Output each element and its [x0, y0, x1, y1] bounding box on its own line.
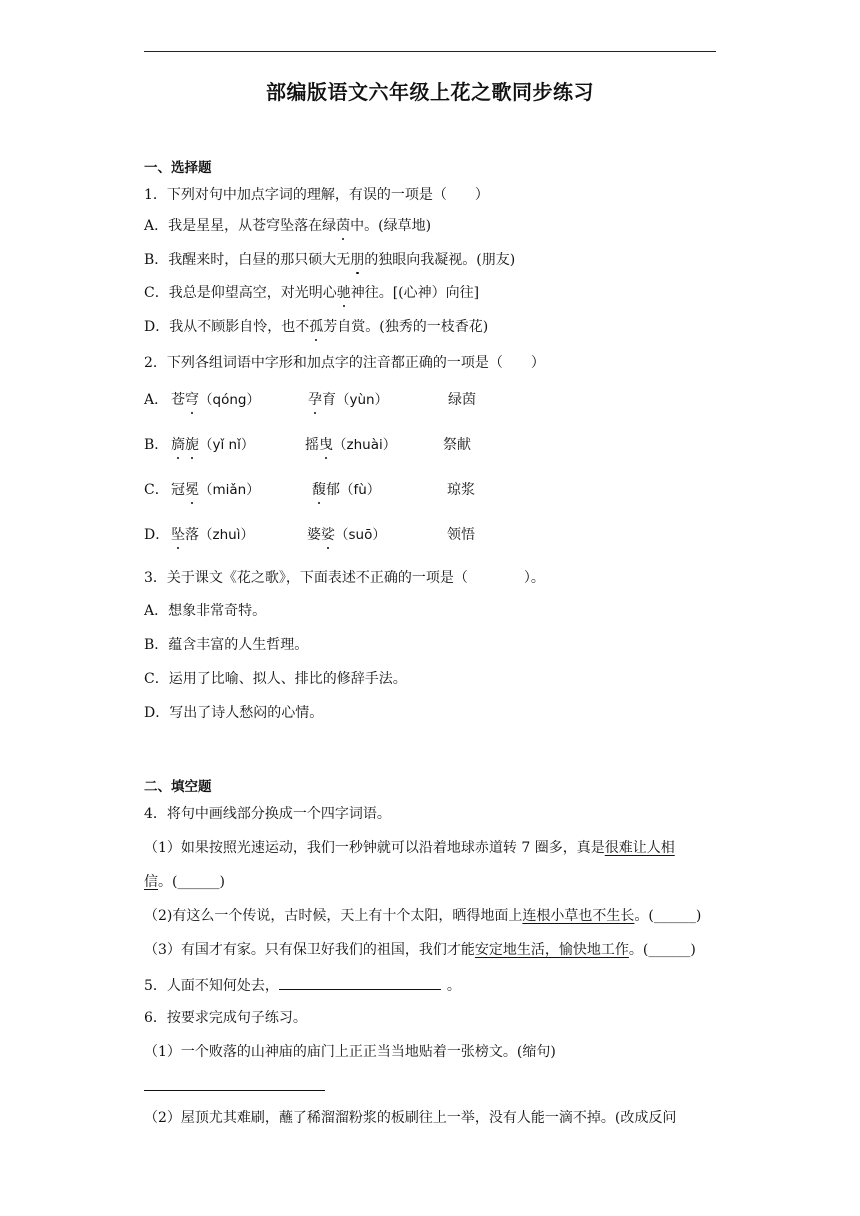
- option-text: D．我从不顾影自怜，也不: [144, 319, 310, 335]
- dotted-char: 馥: [312, 482, 326, 498]
- pinyin: （suō）: [335, 527, 386, 543]
- poem-line: 5．人面不知何处去，: [144, 978, 279, 994]
- dotted-char: 旎: [185, 437, 199, 453]
- answer-blank[interactable]: 。(______): [158, 874, 225, 890]
- word-char: 落: [185, 527, 199, 543]
- option-text: 芳自赏。(独秀的一枝香花): [323, 319, 489, 335]
- pinyin: （zhuài）: [333, 437, 397, 453]
- word-3: 领悟: [447, 527, 475, 543]
- option-text: 的独眼向我凝视。(朋友): [364, 252, 516, 268]
- underlined-phrase: 信: [144, 874, 158, 890]
- word-char: 婆: [307, 527, 321, 543]
- underlined-phrase: 安定地生活，愉快地工作: [474, 942, 629, 958]
- underlined-phrase: 很难让人相: [604, 840, 675, 856]
- question-6-part-2: （2）屋顶尤其难刷，蘸了稀溜溜粉浆的板刷往上一举，没有人能一滴不掉。(改成反问: [144, 1110, 677, 1126]
- question-3-option-c: C．运用了比喻、拟人、排比的修辞手法。: [144, 671, 407, 687]
- dotted-char: 穹: [185, 392, 199, 408]
- question-4-part-2: [144, 906, 701, 926]
- dotted-char: 坠: [171, 527, 185, 543]
- pinyin: （qóng）: [199, 392, 260, 408]
- page-title: 部编版语文六年级上花之歌同步练习: [266, 80, 594, 104]
- option-letter: C．: [144, 482, 169, 498]
- question-1-stem: 1．下列对句中加点字词的理解，有误的一项是（ ）: [144, 187, 489, 203]
- answer-blank[interactable]: [279, 974, 441, 990]
- dotted-char: 曳: [319, 437, 333, 453]
- word-char: 冠: [171, 482, 185, 498]
- word-3: 琼浆: [447, 482, 475, 498]
- question-4-part-1-cont: [144, 872, 225, 892]
- option-text: B．我醒来时，白昼的那只硕大无: [144, 252, 351, 268]
- word-char: 育: [322, 392, 336, 408]
- question-4-part-3: [144, 940, 696, 960]
- question-1-option-c: [144, 283, 479, 303]
- pinyin: （yǐ nǐ）: [199, 437, 255, 453]
- question-1-option-a: [144, 216, 431, 236]
- word-char: 郁: [326, 482, 340, 498]
- sentence-text: （1）如果按照光速运动，我们一秒钟就可以沿着地球赤道转 7 圈多，真是: [144, 840, 605, 856]
- question-3-option-a: A．想象非常奇特。: [144, 603, 267, 619]
- dotted-char: 孕: [308, 392, 322, 408]
- option-text: C．我总是仰望高空，对光明心: [144, 285, 337, 301]
- question-1-option-b: [144, 250, 515, 270]
- word-char: 摇: [305, 437, 319, 453]
- question-4-part-1: [144, 838, 675, 858]
- dotted-char: 茵: [336, 218, 351, 234]
- question-5: [144, 974, 461, 996]
- dotted-char: 孤: [309, 319, 324, 335]
- option-text: 中。(绿草地): [350, 218, 432, 234]
- dotted-char: 旖: [171, 437, 185, 453]
- dotted-char: 冕: [185, 482, 199, 498]
- question-3-option-d: D．写出了诗人愁闷的心情。: [144, 705, 324, 721]
- word-3: 绿茵: [448, 392, 476, 408]
- answer-line[interactable]: [144, 1090, 325, 1091]
- option-text: A．我是星星，从苍穹坠落在绿: [144, 218, 337, 234]
- pinyin: （fù）: [340, 482, 381, 498]
- section-heading-choice: 一、选择题: [144, 160, 212, 176]
- punctuation: 。: [446, 978, 461, 994]
- sentence-text: （3）有国才有家。只有保卫好我们的祖国，我们才能: [144, 942, 475, 958]
- pinyin: （yùn）: [336, 392, 389, 408]
- section-heading-fill: 二、填空题: [144, 779, 212, 795]
- option-letter: D．: [144, 527, 170, 543]
- question-6-part-1: （1）一个败落的山神庙的庙门上正正当当地贴着一张榜文。(缩句): [144, 1044, 556, 1060]
- question-4-stem: 4．将句中画线部分换成一个四字词语。: [144, 806, 391, 822]
- pinyin: （miǎn）: [199, 482, 260, 498]
- word-3: 祭献: [443, 437, 471, 453]
- dotted-char: 朋: [350, 252, 365, 268]
- question-3-stem: 3．关于课文《花之歌》，下面表述不正确的一项是（ ）。: [144, 570, 545, 586]
- dotted-char: 娑: [321, 527, 335, 543]
- question-2-stem: 2．下列各组词语中字形和加点字的注音都正确的一项是（ ）: [144, 355, 545, 371]
- answer-blank[interactable]: 。(______): [628, 942, 696, 958]
- dotted-char: 驰: [336, 285, 351, 301]
- option-text: 神往。[(心神）向往]: [350, 285, 480, 301]
- pinyin: （zhuì）: [199, 527, 254, 543]
- option-letter: A．: [144, 392, 169, 408]
- question-3-option-b: B．蕴含丰富的人生哲理。: [144, 637, 309, 653]
- word-char: 苍: [171, 392, 185, 408]
- option-letter: B．: [144, 437, 169, 453]
- question-6-stem: 6．按要求完成句子练习。: [144, 1010, 307, 1026]
- question-1-option-d: [144, 317, 488, 337]
- answer-blank[interactable]: 。(______): [634, 908, 702, 924]
- sentence-text: （2)有这么一个传说，古时候，天上有十个太阳，晒得地面上: [144, 908, 523, 924]
- underlined-phrase: 连根小草也不生长: [522, 908, 635, 924]
- header-rule: [144, 51, 716, 52]
